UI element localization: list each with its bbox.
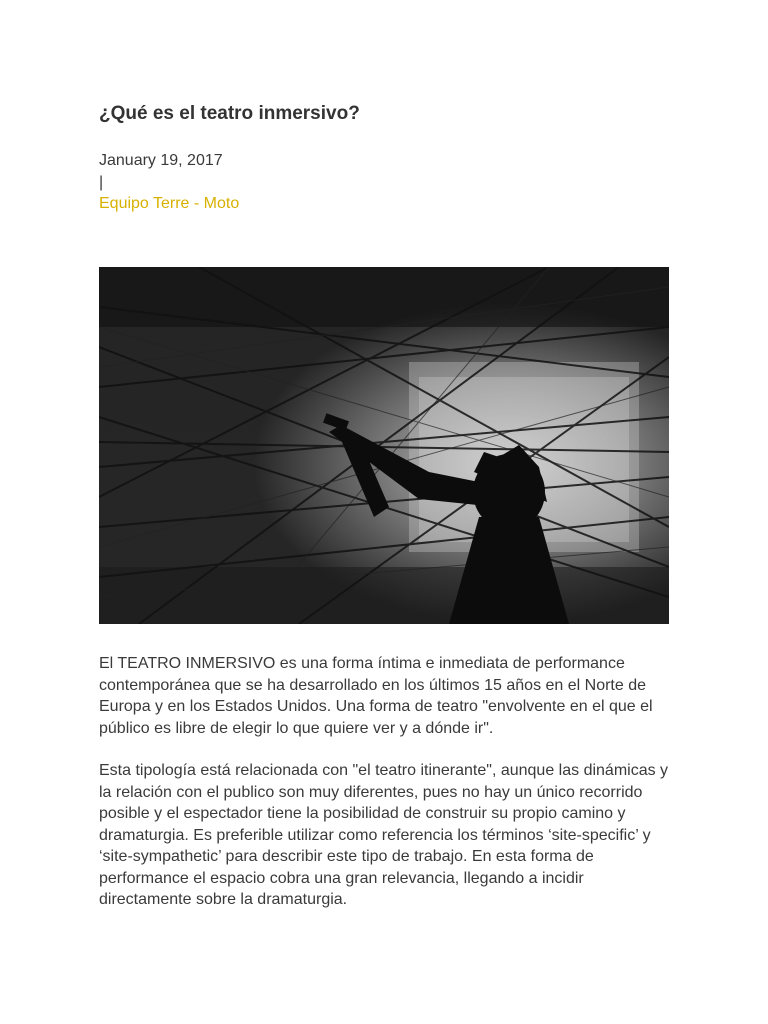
article-meta — [99, 150, 239, 215]
author-link[interactable]: Equipo Terre - Moto — [99, 195, 240, 212]
hero-photo — [99, 267, 669, 624]
theatre-silhouette-photo — [99, 267, 669, 624]
meta-separator: | — [99, 173, 104, 191]
article-title: ¿Qué es el teatro inmersivo? — [99, 103, 360, 124]
publish-date: January 19, 2017 — [99, 152, 223, 169]
article-body — [99, 653, 679, 932]
paragraph: Esta tipología está relacionada con "el teatro itinerante", aunque las dinámicas y la relación con el publico son muy diferentes, pues no hay un único recorrido posible y el espectador tiene la posibilidad de construir su propio camino y dramaturgia. Es preferible utilizar como referencia los términos ‘site-specific’ y ‘site-sympathetic’ para describir este tipo de trabajo. En esta forma de performance el espacio cobra una gran relevancia, llegando a incidir directamente sobre la dramaturgia. — [99, 762, 669, 908]
paragraph: El TEATRO INMERSIVO es una forma íntima e inmediata de performance contemporánea que se ha desarrollado en los últimos 15 años en el Norte de Europa y en los Estados Unidos. Una forma de teatro "envolvente en el que el público es libre de elegir lo que quiere ver y a dónde ir". — [99, 655, 653, 737]
